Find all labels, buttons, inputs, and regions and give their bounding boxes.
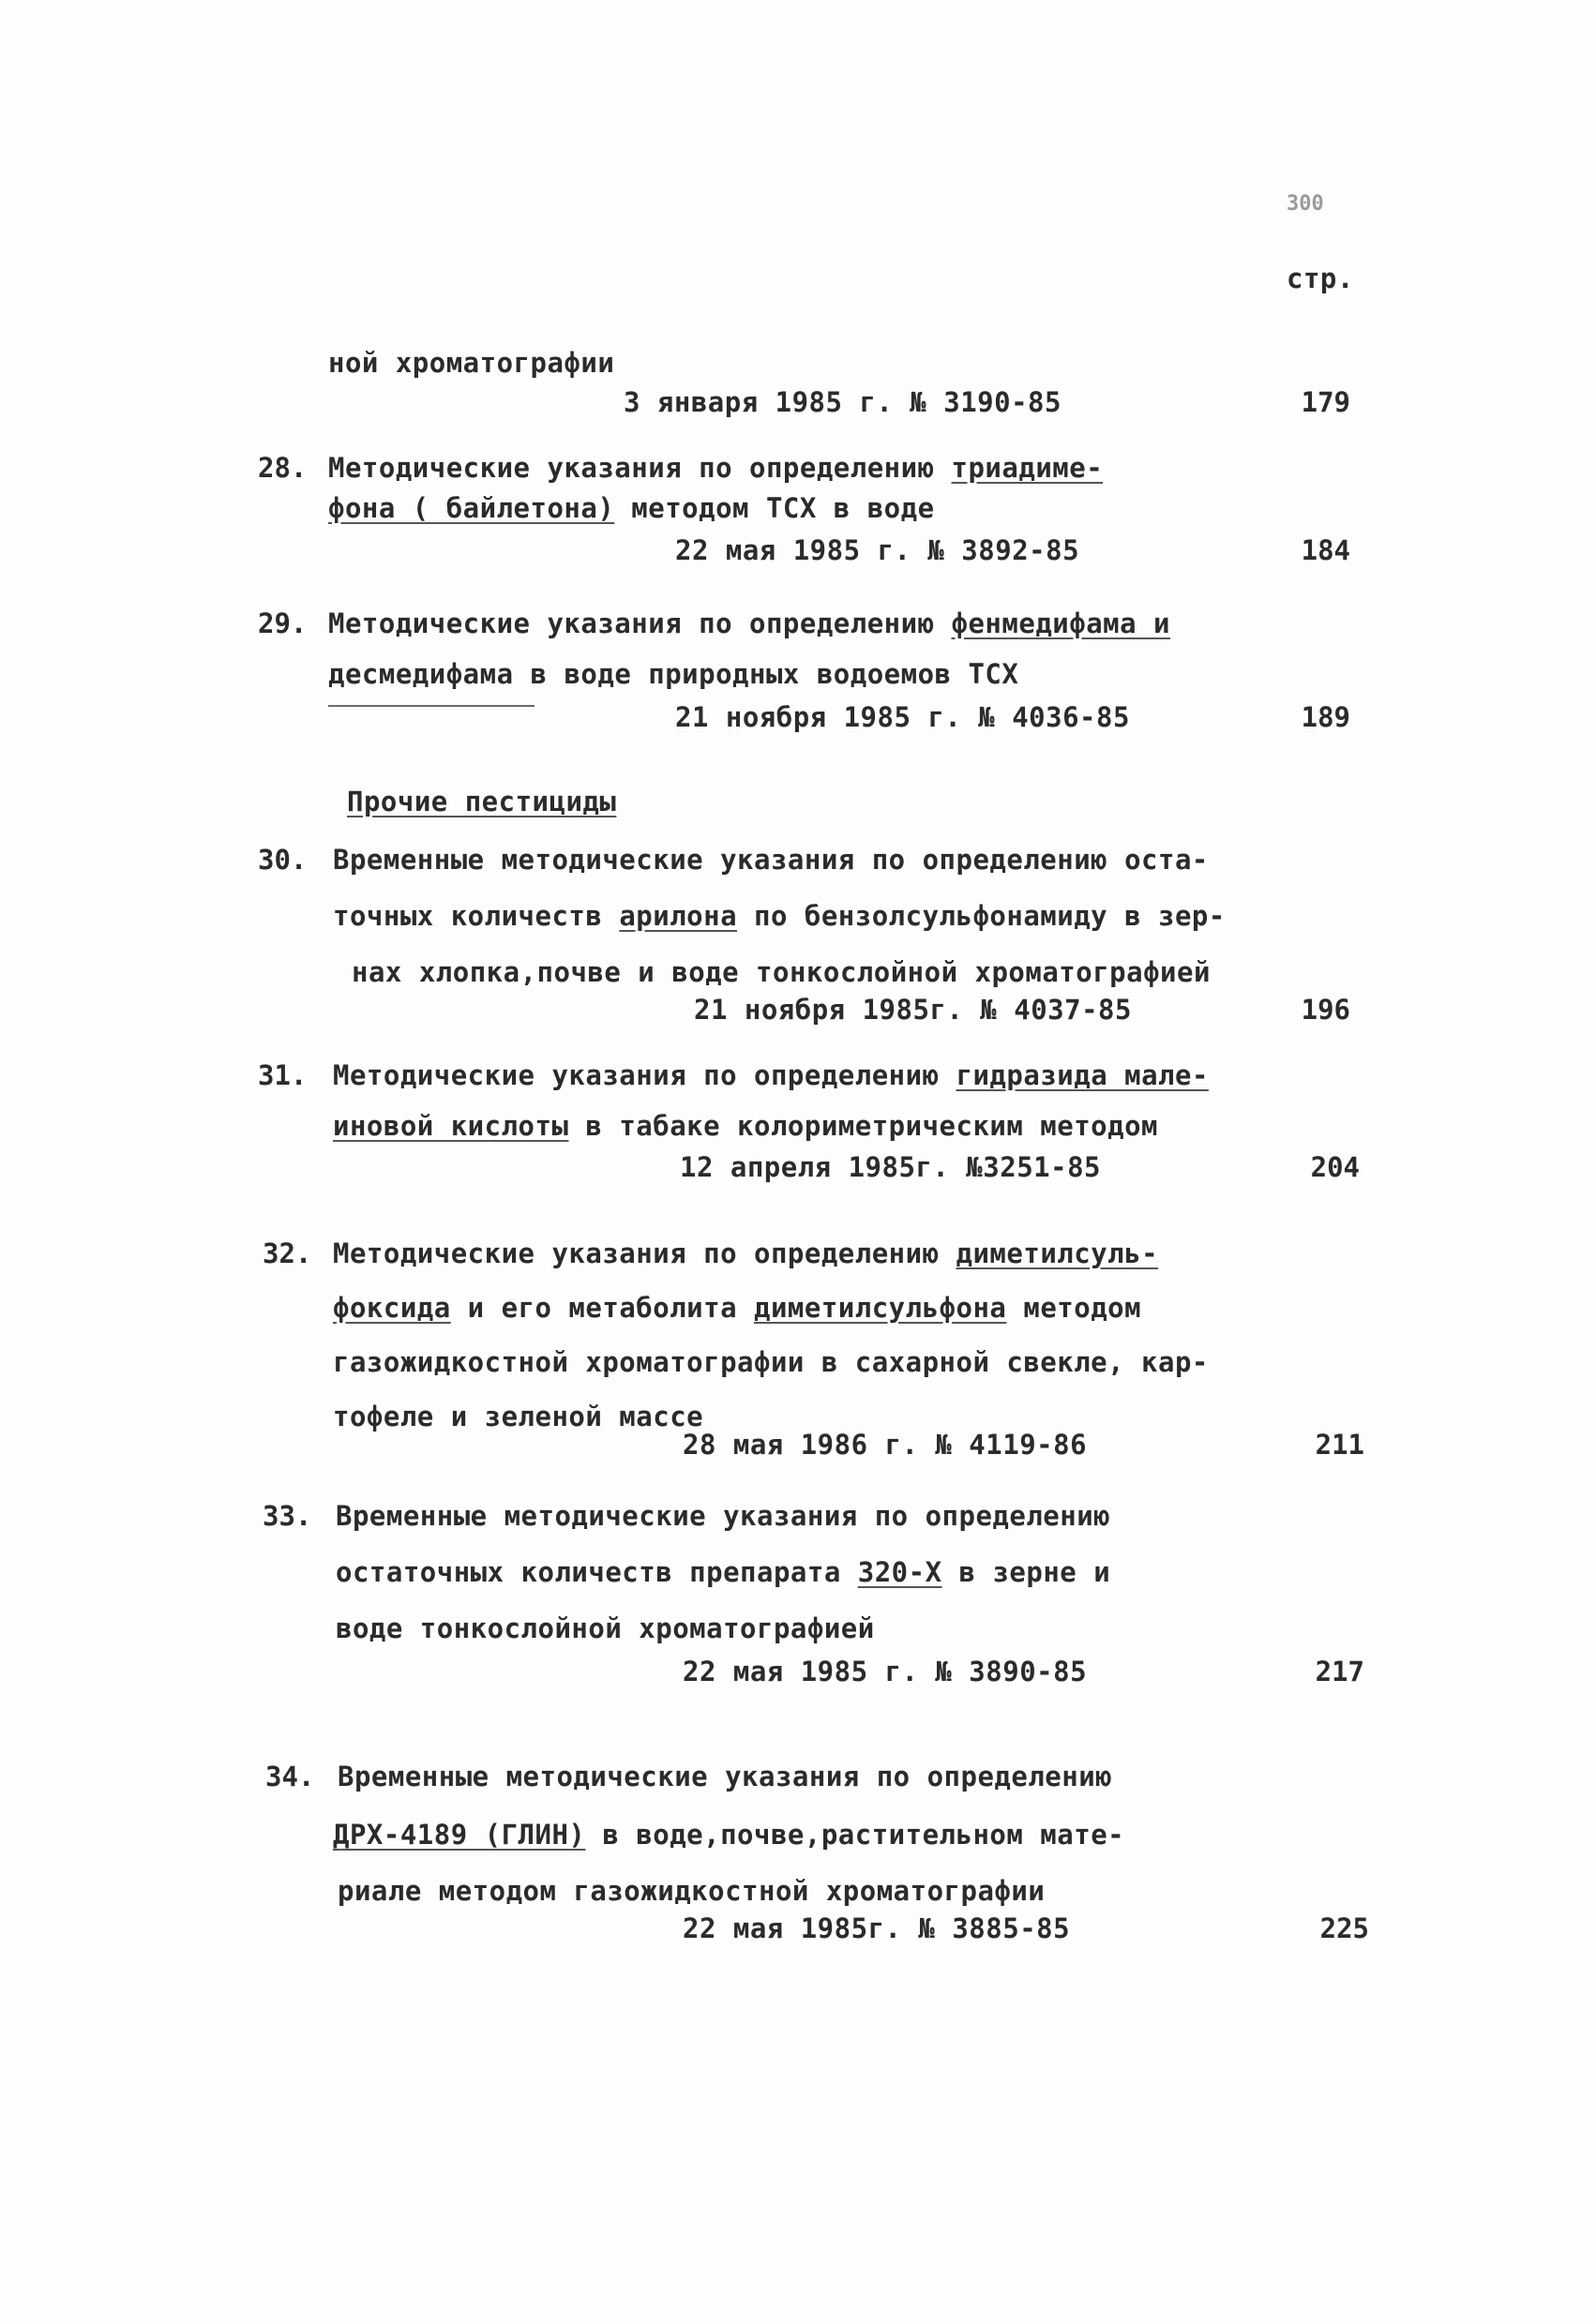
entry-32-line2-text-d: методом [1006,1292,1142,1324]
entry-33-line3: воде тонкослойной хроматографией [336,1612,875,1644]
entry-33-substance: 320-Х [857,1556,942,1588]
entry-32-line3: газожидкостной хроматографии в сахарной свекле, кар- [333,1346,1209,1378]
page-column-label: стр. [1287,262,1354,294]
entry-28-line2-text: методом ТСХ в воде [614,492,935,524]
entry-32-substance: диметилсуль- [956,1237,1159,1269]
entry-33-date: 22 мая 1985 г. № 3890-85 [683,1656,1088,1687]
entry-32-line4: тофеле и зеленой массе [333,1401,704,1432]
entry-29-date: 21 ноября 1985 г. № 4036-85 [675,701,1130,733]
entry-28-substance-cont: фона ( байлетона) [328,492,615,524]
entry-28-line1 [328,452,1103,484]
entry-30-line1: Временные методические указания по определению оста- [333,844,1209,876]
entry-29-underline-rule [328,705,535,707]
entry-29-line1-text: Методические указания по определению [328,607,952,639]
entry-31-line1 [333,1059,1209,1091]
entry-31-substance-cont: иновой кислоты [333,1110,569,1142]
entry-31-date: 12 апреля 1985г. №3251-85 [680,1151,1101,1183]
entry-32-number: 32. [263,1237,312,1269]
entry-34-date: 22 мая 1985г. № 3885-85 [683,1912,1071,1944]
entry-30-line2 [333,900,1226,932]
entry-32-page: 211 [1315,1429,1364,1461]
entry-31-line2 [333,1110,1158,1142]
entry-33-number: 33. [263,1500,312,1532]
entry-29-line2 [328,658,1018,690]
section-heading: Прочие пестициды [347,786,617,817]
entry-32-line2 [333,1292,1141,1324]
entry-30-line2-text-a: точных количеств [333,900,620,932]
entry-32-substance-cont: фоксида [333,1292,451,1324]
entry-28-substance: триадиме- [951,452,1104,484]
entry-28-number: 28. [258,452,308,484]
entry-32-date: 28 мая 1986 г. № 4119-86 [683,1429,1088,1461]
entry-29-substance: фенмедифама и [951,607,1170,639]
entry-31-page: 204 [1310,1151,1360,1183]
entry-31-line1-text: Методические указания по определению [333,1059,956,1091]
entry-33-page: 217 [1315,1656,1364,1687]
entry-29-substance-cont: десмедифама [328,658,514,690]
entry-32-metabolite: диметилсульфона [754,1292,1007,1324]
entry-32-line1 [333,1237,1158,1269]
entry-34-page: 225 [1319,1912,1369,1944]
entry-29-line2-text: в воде природных водоемов ТСХ [513,658,1019,690]
entry-32-line2-text-b: и его метаболита [450,1292,754,1324]
entry-28-page: 184 [1301,534,1350,566]
folio-number: 300 [1287,192,1324,216]
entry-continuation-page: 179 [1301,386,1350,418]
entry-31-substance: гидразида мале- [956,1059,1209,1091]
entry-34-line3: риале методом газожидкостной хроматографии [338,1875,1046,1907]
entry-continuation-date: 3 января 1985 г. № 3190-85 [624,386,1061,418]
entry-29-number: 29. [258,607,308,639]
entry-30-date: 21 ноября 1985г. № 4037-85 [694,994,1132,1026]
entry-34-number: 34. [265,1761,315,1792]
entry-30-number: 30. [258,844,308,876]
entry-33-line2-text-c: в зерне и [941,1556,1111,1588]
entry-34-substance: ДРХ-4189 (ГЛИН) [333,1819,586,1851]
entry-28-date: 22 мая 1985 г. № 3892-85 [675,534,1080,566]
entry-34-line2 [333,1819,1124,1851]
entry-33-line2-text-a: остаточных количеств препарата [336,1556,858,1588]
entry-30-line2-text-c: по бензолсульфонамиду в зер- [737,900,1226,932]
entry-33-line1: Временные методические указания по определению [336,1500,1111,1532]
entry-continuation-line: ной хроматографии [328,347,615,379]
entry-29-page: 189 [1301,701,1350,733]
entry-31-line2-text: в табаке колориметрическим методом [568,1110,1159,1142]
entry-34-line2-text: в воде,почве,растительном мате- [585,1819,1125,1851]
entry-32-line1-text: Методические указания по определению [333,1237,956,1269]
entry-30-page: 196 [1301,994,1350,1026]
entry-31-number: 31. [258,1059,308,1091]
entry-30-line3: нах хлопка,почве и воде тонкослойной хроматографией [352,956,1211,988]
entry-33-line2 [336,1556,1110,1588]
entry-34-line1: Временные методические указания по определению [338,1761,1113,1792]
entry-30-substance: арилона [619,900,738,932]
entry-28-line2 [328,492,935,524]
entry-28-line1-text: Методические указания по определению [328,452,952,484]
entry-29-line1 [328,607,1170,639]
